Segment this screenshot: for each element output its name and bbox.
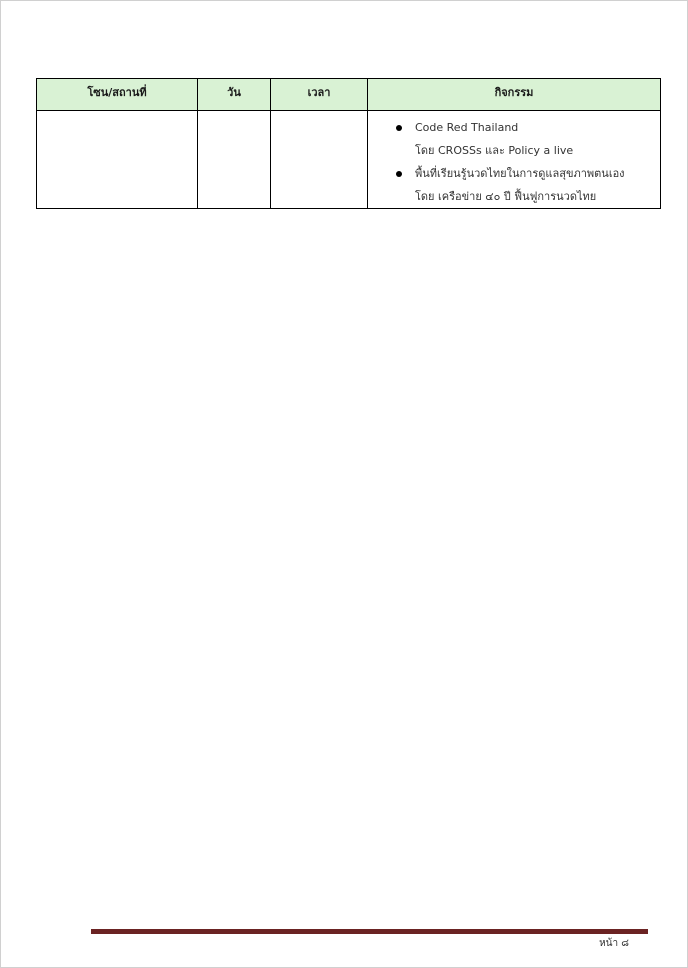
header-time: เวลา bbox=[271, 79, 368, 111]
table-row bbox=[37, 111, 661, 209]
bullet-icon bbox=[396, 125, 402, 131]
cell-zone bbox=[37, 111, 198, 209]
header-activity: กิจกรรม bbox=[368, 79, 661, 111]
table-header-row bbox=[37, 79, 661, 111]
cell-activities bbox=[368, 111, 661, 209]
activity-organizer: โดย CROSSs และ Policy a live bbox=[415, 144, 574, 157]
activity-title: พื้นที่เรียนรู้นวดไทยในการดูแลสุขภาพตนเอง bbox=[415, 167, 625, 180]
header-day: วัน bbox=[198, 79, 271, 111]
activity-list bbox=[368, 111, 660, 208]
footer-divider bbox=[91, 929, 648, 934]
cell-day bbox=[198, 111, 271, 209]
activity-title: Code Red Thailand bbox=[415, 121, 519, 134]
list-item bbox=[368, 162, 660, 208]
header-zone: โซน/สถานที่ bbox=[37, 79, 198, 111]
cell-time bbox=[271, 111, 368, 209]
bullet-icon bbox=[396, 171, 402, 177]
schedule-table bbox=[36, 78, 661, 209]
activity-organizer: โดย เครือข่าย ๔๐ ปี ฟื้นฟูการนวดไทย bbox=[415, 190, 597, 203]
page-number: หน้า ๘ bbox=[599, 938, 629, 949]
list-item bbox=[368, 116, 660, 162]
